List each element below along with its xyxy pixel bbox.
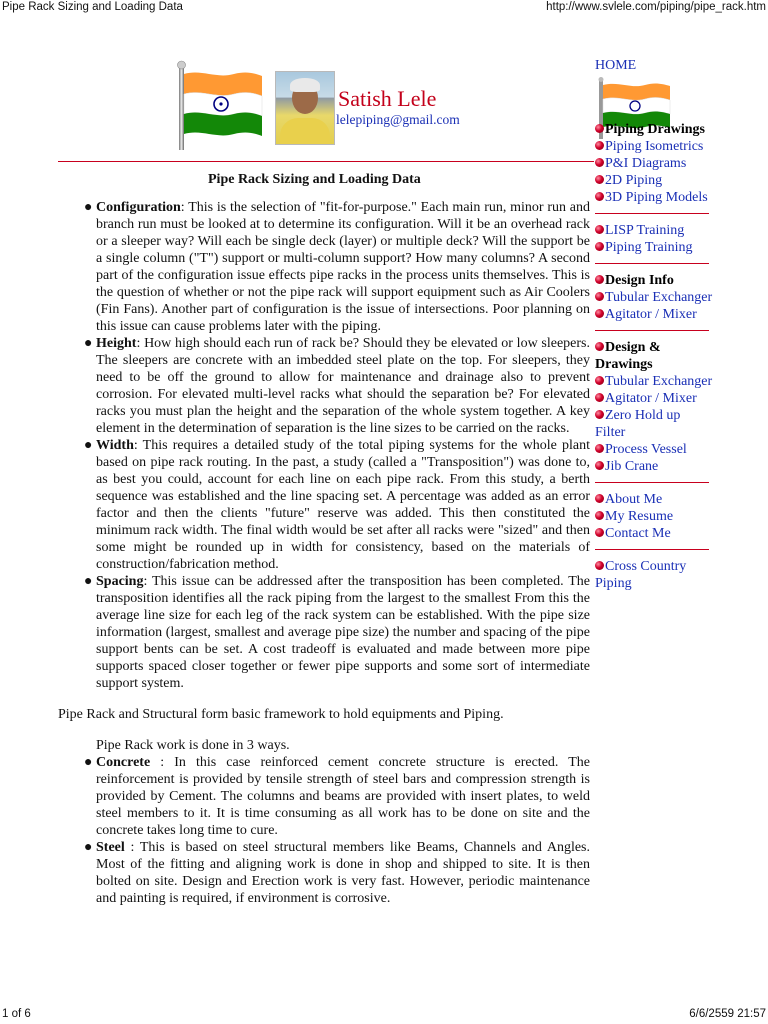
sidebar-link-label: LISP Training: [605, 223, 685, 238]
red-bullet-icon: [595, 242, 604, 251]
red-bullet-icon: [595, 158, 604, 167]
sidebar-link-label: My Resume: [605, 509, 674, 524]
list-item-term: Concrete: [96, 755, 151, 770]
page-title: Pipe Rack Sizing and Loading Data: [208, 172, 421, 187]
list-item-text: : This is based on steel structural members like Beams, Channels and Angles. Most of the fitting and aligning work is done in shop and shipped to site. It is then bolted on site. Design and Erection work is very fast. However, periodic maintenance and painting is required, if environment is corrosive.: [96, 840, 590, 906]
sidebar-divider: [595, 549, 709, 550]
print-footer: [0, 1008, 768, 1024]
author-photo: [275, 71, 335, 145]
bullet-icon: ●: [84, 336, 93, 351]
list-item-text: : In this case reinforced cement concrete structure is erected. The reinforcement is provided by tensile strength of steel bars and compression strength is provided by Cement. The columns and beams are provided with insert plates, to weld steel members to it. It is time consuming as all work has to be done on site and the concrete takes long time to cure.: [96, 755, 590, 838]
print-header: [0, 1, 768, 17]
sidebar-link-piping-isometrics[interactable]: [595, 138, 713, 155]
red-bullet-icon: [595, 275, 604, 284]
sidebar-link-label: Piping Isometrics: [605, 139, 704, 154]
red-bullet-icon: [595, 175, 604, 184]
sidebar-link-label: Tubular Exchanger: [605, 290, 713, 305]
list-item-text: : This requires a detailed study of the total piping systems for the whole plant based on pipe rack routing. In the past, a study (called a "Transposition") was done to, as best you could, account for each line on each pipe rack. From this study, a berth sequence was established and the line spacing set. A percentage was added as an error factor and then the clients "future" reserve was added. This then constituted the minimum rack width. The final width would be set after all racks were "sized" and then some might be rounded up in width for consistency, based on the materials of construction/fabrication method.: [96, 438, 590, 572]
red-bullet-icon: [595, 292, 604, 301]
sidebar-heading-label: Design & Drawings: [595, 340, 661, 372]
sidebar-link-piping-training[interactable]: [595, 239, 713, 256]
red-bullet-icon: [595, 124, 604, 133]
sidebar-link-lisp-training[interactable]: [595, 222, 713, 239]
bullet-list-parameters: [58, 199, 590, 692]
red-bullet-icon: [595, 342, 604, 351]
sidebar-heading-label: Design Info: [605, 273, 674, 288]
sidebar-link-label: Cross Country Piping: [595, 559, 687, 591]
sidebar-heading: [595, 339, 713, 373]
sidebar-link-cross-country-piping[interactable]: [595, 558, 713, 592]
print-header-url: http://www.svlele.com/piping/pipe_rack.htm: [546, 1, 766, 13]
list-item-term: Spacing: [96, 574, 144, 589]
bullet-list-methods: [58, 754, 590, 907]
list-item-text: : This issue can be addressed after the transposition has been completed. The transposition identifies all the rack piping from the largest to the smallest From this the average line size for each leg of the rack system can be established. With the pipe size information (largest, smallest and average pipe size) the number and spacing of the pipe support bents can be set. A cost tradeoff is evaluated and made between more pipe supports spaced closer together or fewer pipe supports and some sort of intermediate support system.: [96, 574, 590, 691]
list-item-steel: [84, 839, 590, 907]
list-item-term: Steel: [96, 840, 125, 855]
sidebar-link-label: Jib Crane: [605, 459, 659, 474]
list-item-width: [84, 437, 590, 573]
page-indicator: 1 of 6: [2, 1008, 31, 1020]
sidebar-link-2d-piping[interactable]: [595, 172, 713, 189]
print-header-title: Pipe Rack Sizing and Loading Data: [2, 1, 183, 13]
sidebar-divider: [595, 482, 709, 483]
list-item-height: [84, 335, 590, 437]
india-flag-icon: [176, 60, 266, 150]
list-item-text: : How high should each run of rack be? Should they be elevated or low sleepers. The sleepers are concrete with an imbedded steel plate on the top. For sleepers, they need to be off the ground to allow for maintenance and drainage also to prevent corrosion. For elevated multi-level racks what should the separation be? For elevated racks you must plan the height and the separation of the whole system together. A key element in the determination of separation is the line sizes to be carried on the racks.: [96, 336, 590, 436]
bullet-icon: ●: [84, 438, 93, 453]
sidebar-heading: [595, 272, 713, 289]
sidebar-link-label: Contact Me: [605, 526, 671, 541]
sidebar-link-label: Process Vessel: [605, 442, 687, 457]
sidebar-divider: [595, 330, 709, 331]
red-bullet-icon: [595, 309, 604, 318]
sidebar-divider: [595, 263, 709, 264]
paragraph-framework: Pipe Rack and Structural form basic framework to hold equipments and Piping.: [58, 707, 504, 722]
sidebar-link-contact-me[interactable]: [595, 525, 713, 542]
list-item-text: : This is the selection of "fit-for-purpose." Each main run, minor run and branch run must be looked at to determine its configuration. Will it be an overhead rack or a sleeper way? Will each be single deck (layer) or multiple deck? Will the support be a single column ("T") support or multi-column support? How many columns? A second part of the configuration issue effects pipe racks in the process units themselves. This is the question of whether or not the pipe rack will support equipment such as Air Coolers (Fin Fans). Another part of configuration is the issue of intersections. Poor planning on this issue can cause problems later with the piping.: [96, 200, 590, 334]
sidebar-home-link[interactable]: HOME: [595, 58, 637, 73]
list-item-term: Width: [96, 438, 134, 453]
list-item-spacing: [84, 573, 590, 692]
sidebar-link-jib-crane[interactable]: [595, 458, 713, 475]
sidebar-link-agitator-mixer[interactable]: [595, 306, 713, 323]
sidebar-link-label: Agitator / Mixer: [605, 307, 697, 322]
sidebar-link-label: Piping Training: [605, 240, 693, 255]
sidebar-list: [595, 121, 713, 592]
list-item-term: Height: [96, 336, 137, 351]
bullet-icon: ●: [84, 840, 93, 855]
author-name: Satish Lele: [338, 86, 437, 111]
author-email-link[interactable]: lelepiping@gmail.com: [336, 112, 460, 127]
sidebar-link-my-resume[interactable]: [595, 508, 713, 525]
red-bullet-icon: [595, 494, 604, 503]
sidebar-link-tubular-exchanger[interactable]: [595, 373, 713, 390]
sidebar-link-about-me[interactable]: [595, 491, 713, 508]
sidebar-link-3d-piping-models[interactable]: [595, 189, 713, 206]
red-bullet-icon: [595, 376, 604, 385]
sidebar-link-label: Agitator / Mixer: [605, 391, 697, 406]
sidebar-link-label: Zero Hold up Filter: [595, 408, 681, 440]
bullet-icon: ●: [84, 200, 93, 215]
bullet-icon: ●: [84, 755, 93, 770]
sidebar-link-zero-hold-up-filter[interactable]: [595, 407, 713, 441]
red-bullet-icon: [595, 461, 604, 470]
sidebar-link-label: 2D Piping: [605, 173, 663, 188]
main-content: [58, 199, 590, 907]
red-bullet-icon: [595, 528, 604, 537]
list-item-concrete: [84, 754, 590, 839]
list-item-configuration: [84, 199, 590, 335]
red-bullet-icon: [595, 444, 604, 453]
sidebar-heading-label: Piping Drawings: [605, 122, 705, 137]
sidebar-link-label: 3D Piping Models: [605, 190, 708, 205]
red-bullet-icon: [595, 393, 604, 402]
sidebar-link-label: P&I Diagrams: [605, 156, 687, 171]
sidebar-link-label: Tubular Exchanger: [605, 374, 713, 389]
list-item-term: Configuration: [96, 200, 181, 215]
sidebar-link-label: About Me: [605, 492, 663, 507]
red-bullet-icon: [595, 511, 604, 520]
sidebar-link-agitator-mixer[interactable]: [595, 390, 713, 407]
sidebar-heading: [595, 121, 713, 138]
paragraph-three-ways: Pipe Rack work is done in 3 ways.: [96, 738, 290, 753]
sidebar-link-tubular-exchanger[interactable]: [595, 289, 713, 306]
bullet-icon: ●: [84, 574, 93, 589]
red-bullet-icon: [595, 410, 604, 419]
print-timestamp: 6/6/2559 21:57: [689, 1008, 766, 1020]
red-bullet-icon: [595, 561, 604, 570]
sidebar-link-process-vessel[interactable]: [595, 441, 713, 458]
sidebar-divider: [595, 213, 709, 214]
red-bullet-icon: [595, 141, 604, 150]
red-bullet-icon: [595, 225, 604, 234]
header-divider: [58, 161, 594, 162]
sidebar-link-p-i-diagrams[interactable]: [595, 155, 713, 172]
red-bullet-icon: [595, 192, 604, 201]
